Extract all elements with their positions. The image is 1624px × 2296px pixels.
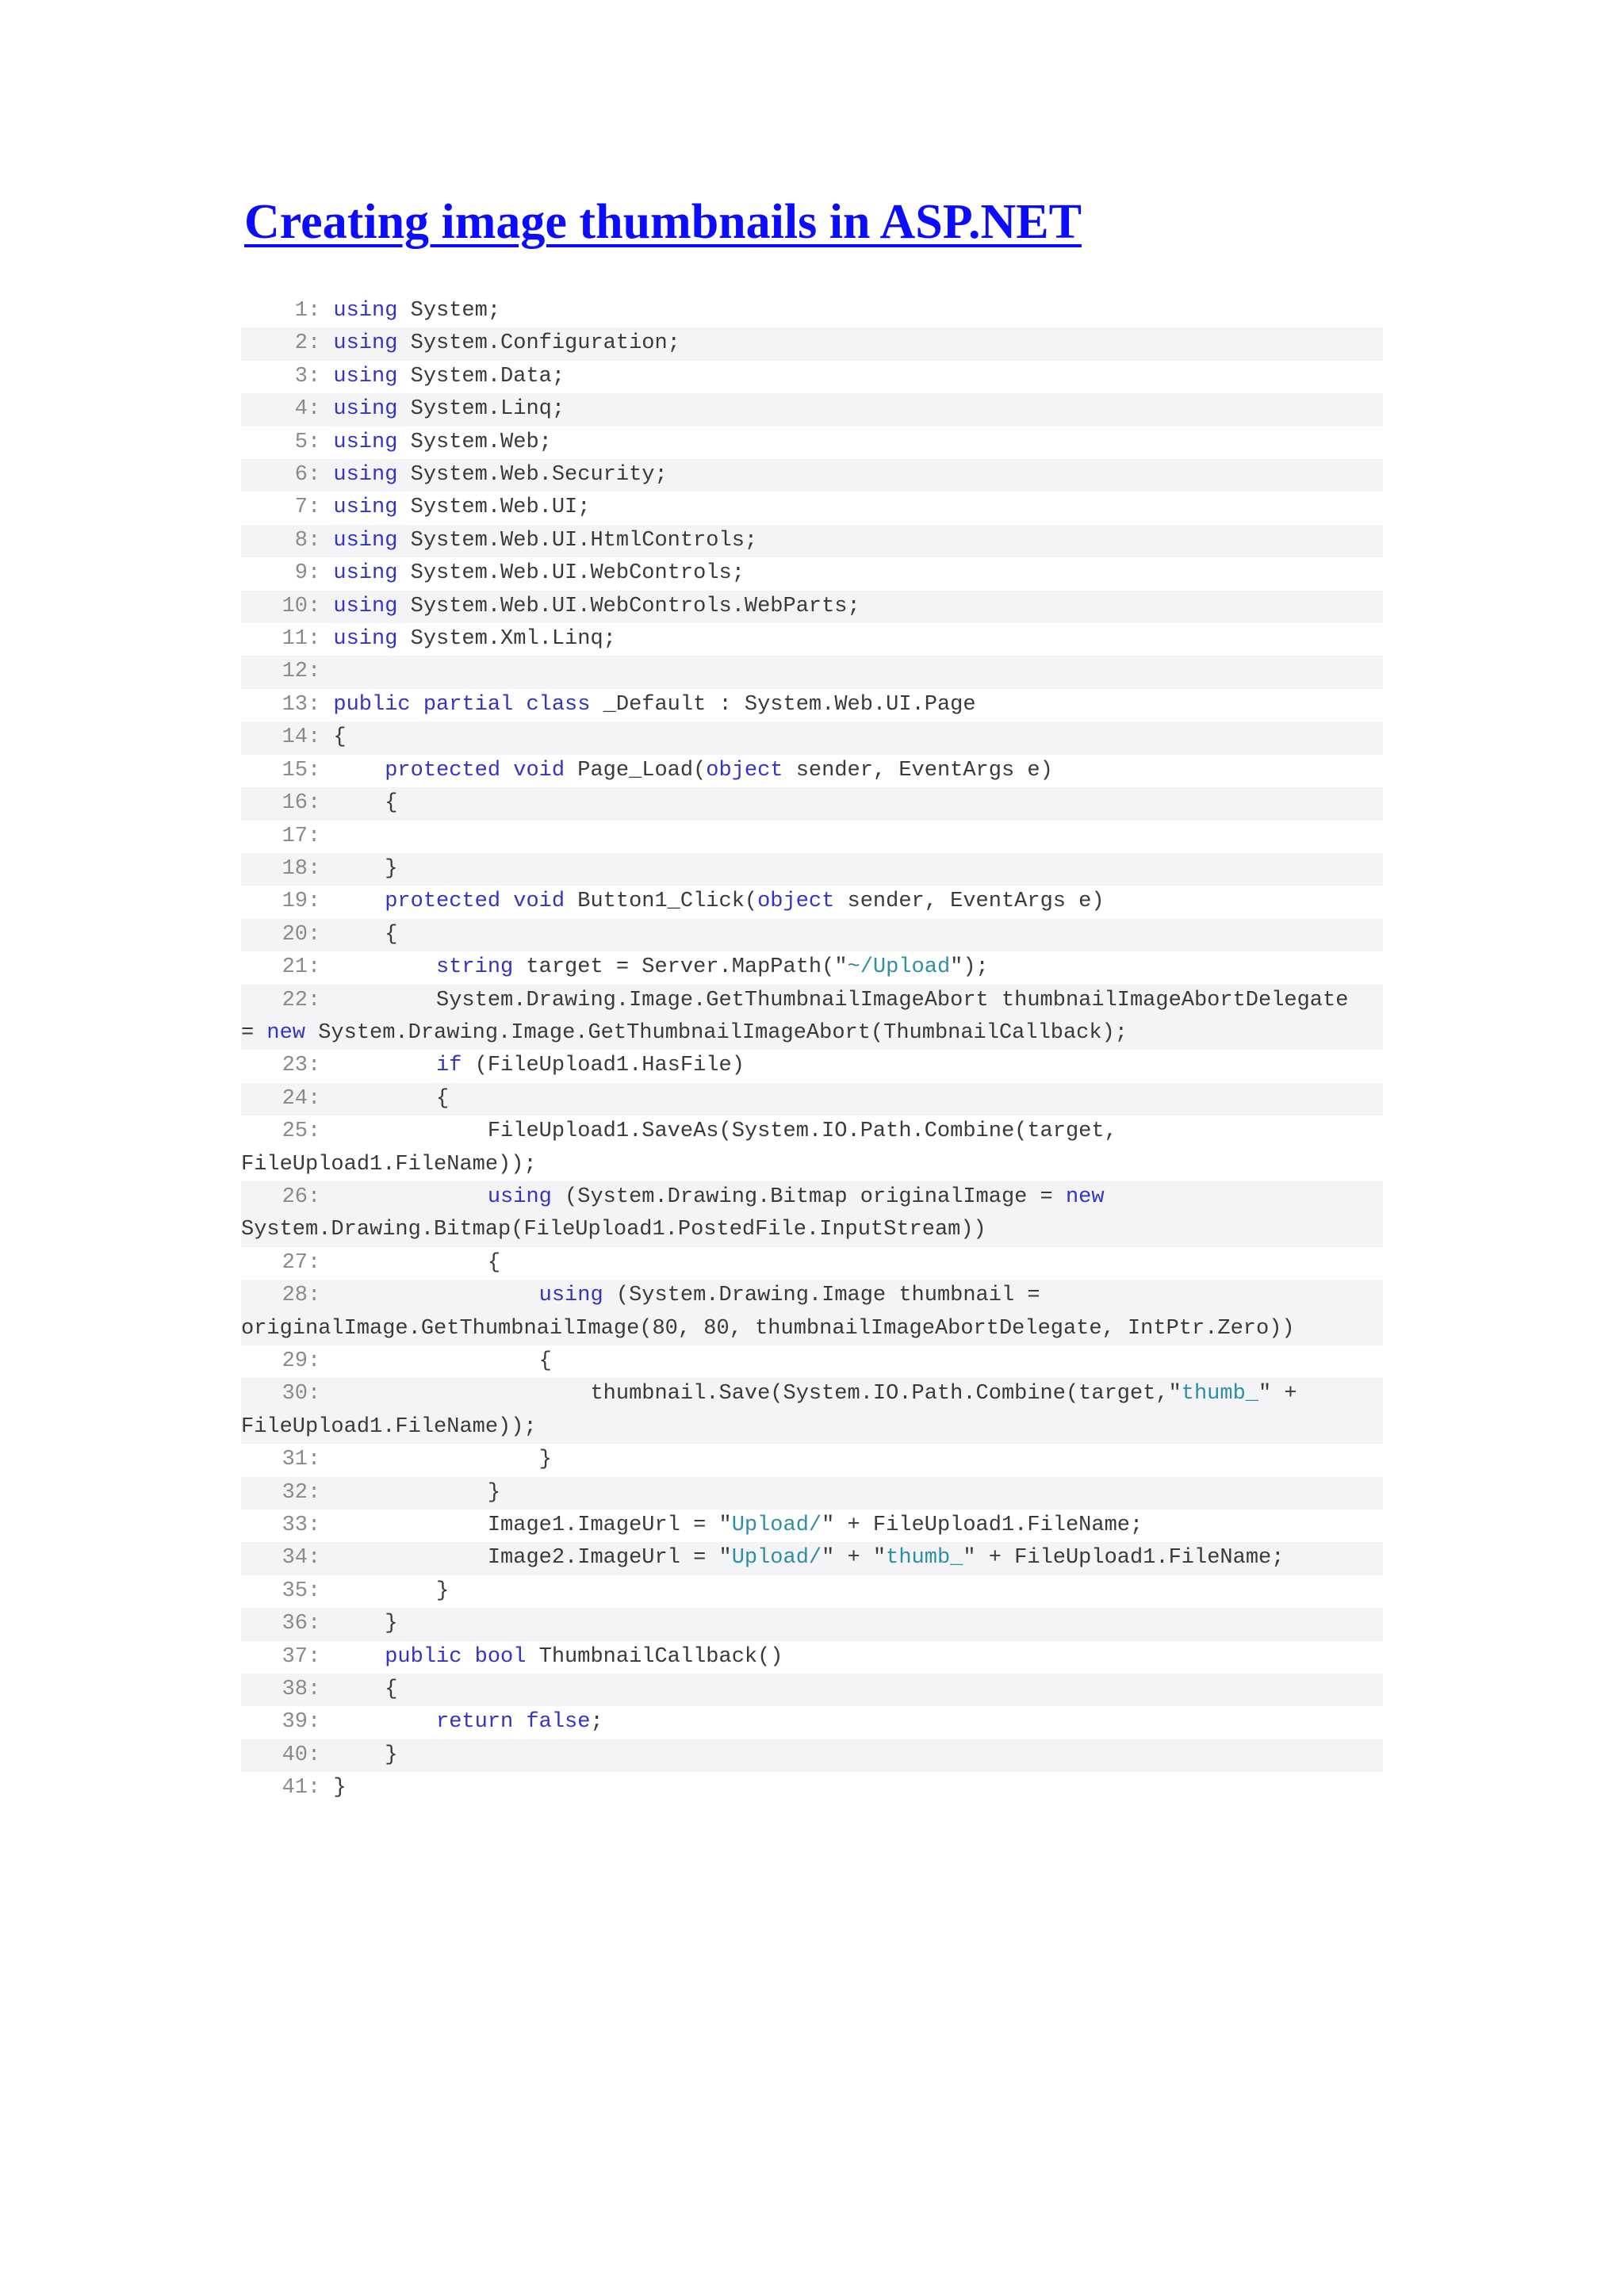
line-number-separator: : bbox=[308, 1119, 334, 1144]
code-keyword: using bbox=[333, 496, 398, 520]
code-line bbox=[241, 1674, 1383, 1706]
code-line bbox=[241, 361, 1383, 393]
code-string: Upload/ bbox=[731, 1513, 822, 1538]
code-line-continuation bbox=[241, 1317, 1295, 1341]
code-text: { bbox=[333, 922, 398, 947]
code-keyword: string bbox=[436, 955, 514, 980]
line-number-separator: : bbox=[308, 988, 334, 1012]
code-string: Upload/ bbox=[731, 1546, 822, 1571]
code-text: { bbox=[333, 725, 347, 750]
code-text bbox=[411, 693, 423, 717]
code-keyword: return bbox=[436, 1710, 514, 1735]
code-keyword: using bbox=[333, 299, 398, 323]
code-line bbox=[241, 295, 1383, 327]
code-text: originalImage.GetThumbnailImage(80, 80, thumbnailImageAbortDelegate, IntPtr.Zero)) bbox=[241, 1316, 1295, 1341]
line-number: 20 bbox=[282, 922, 308, 947]
code-text bbox=[513, 693, 526, 717]
code-text bbox=[333, 1284, 538, 1307]
code-text: { bbox=[333, 1678, 398, 1702]
code-keyword: new bbox=[266, 1020, 306, 1045]
line-number: 1 bbox=[294, 299, 308, 323]
line-number: 29 bbox=[282, 1349, 308, 1373]
code-text bbox=[462, 1645, 474, 1669]
line-number: 18 bbox=[282, 856, 308, 881]
line-number-separator: : bbox=[308, 1678, 334, 1702]
line-number: 16 bbox=[282, 791, 308, 816]
code-text: (System.Drawing.Image thumbnail = bbox=[603, 1284, 1040, 1308]
line-number-separator: : bbox=[308, 1284, 334, 1308]
code-keyword: using bbox=[333, 430, 398, 454]
code-text: sender, EventArgs e) bbox=[783, 758, 1053, 783]
code-text: "); bbox=[950, 955, 989, 980]
code-line bbox=[241, 919, 1383, 951]
line-number-separator: : bbox=[308, 1448, 334, 1472]
code-string: ~/Upload bbox=[847, 955, 951, 980]
line-number-separator: : bbox=[308, 1578, 334, 1603]
line-number-separator: : bbox=[308, 1612, 334, 1636]
code-keyword: using bbox=[333, 627, 398, 652]
line-number: 11 bbox=[282, 627, 308, 652]
code-text: } bbox=[333, 856, 398, 881]
code-text: System.Configuration; bbox=[397, 331, 680, 356]
code-line bbox=[241, 393, 1383, 426]
line-number: 38 bbox=[282, 1678, 308, 1702]
code-line-continuation bbox=[241, 1153, 537, 1177]
code-text: System.Web.UI.WebControls.WebParts; bbox=[397, 594, 860, 618]
code-keyword: using bbox=[538, 1284, 603, 1308]
line-number-separator: : bbox=[308, 1513, 334, 1538]
code-line bbox=[241, 591, 1383, 623]
line-number-separator: : bbox=[308, 1743, 334, 1767]
code-text: (FileUpload1.HasFile) bbox=[462, 1054, 745, 1078]
code-line bbox=[241, 1739, 1383, 1772]
code-line bbox=[241, 1247, 1383, 1280]
line-number: 13 bbox=[282, 692, 308, 717]
code-text: { bbox=[333, 1349, 552, 1373]
code-line bbox=[241, 1542, 1383, 1575]
code-text: thumbnail.Save(System.IO.Path.Combine(target," bbox=[333, 1382, 1182, 1406]
code-line bbox=[241, 755, 1383, 787]
code-line bbox=[241, 689, 1383, 721]
line-number: 30 bbox=[282, 1382, 308, 1406]
code-line bbox=[241, 327, 1383, 360]
code-listing bbox=[241, 295, 1383, 1805]
code-line bbox=[241, 656, 1383, 688]
code-text: System.Linq; bbox=[397, 397, 565, 422]
line-number-separator: : bbox=[308, 1644, 334, 1669]
line-number: 31 bbox=[282, 1448, 308, 1472]
code-keyword: bool bbox=[474, 1644, 527, 1669]
line-number-separator: : bbox=[308, 660, 334, 684]
line-number-separator: : bbox=[308, 594, 334, 618]
code-text: { bbox=[333, 1250, 501, 1275]
code-text: " + bbox=[1258, 1382, 1297, 1406]
code-keyword: using bbox=[487, 1184, 552, 1209]
line-number-separator: : bbox=[308, 364, 334, 388]
line-number: 12 bbox=[282, 660, 308, 684]
line-number-separator: : bbox=[308, 496, 334, 520]
code-text: " + FileUpload1.FileName; bbox=[963, 1546, 1285, 1571]
code-text bbox=[500, 890, 513, 913]
code-keyword: using bbox=[333, 364, 398, 388]
code-keyword: public bbox=[333, 692, 411, 717]
code-text: } bbox=[333, 1578, 450, 1603]
line-number: 37 bbox=[282, 1644, 308, 1669]
code-line bbox=[241, 1280, 1383, 1345]
line-number-separator: : bbox=[308, 725, 334, 750]
code-text: } bbox=[333, 1480, 501, 1505]
code-text: Button1_Click( bbox=[565, 890, 758, 914]
code-text: ThumbnailCallback() bbox=[526, 1644, 783, 1669]
line-number: 19 bbox=[282, 890, 308, 914]
code-keyword: using bbox=[333, 463, 398, 488]
line-number-separator: : bbox=[308, 397, 334, 422]
line-number: 10 bbox=[282, 594, 308, 618]
code-keyword: protected bbox=[385, 758, 501, 783]
code-text bbox=[333, 1710, 436, 1734]
line-number: 25 bbox=[282, 1119, 308, 1144]
code-text: } bbox=[333, 1776, 347, 1800]
code-line bbox=[241, 853, 1383, 886]
line-number-separator: : bbox=[308, 627, 334, 652]
code-line bbox=[241, 1115, 1383, 1181]
code-text: { bbox=[333, 1086, 450, 1111]
code-line bbox=[241, 427, 1383, 459]
code-text bbox=[333, 890, 385, 913]
code-text: FileUpload1.FileName)); bbox=[241, 1152, 537, 1177]
code-text: } bbox=[333, 1743, 398, 1767]
code-text: System.Web; bbox=[397, 430, 552, 454]
code-text: Image1.ImageUrl = " bbox=[333, 1513, 732, 1538]
line-number: 2 bbox=[294, 331, 308, 356]
code-keyword: object bbox=[706, 758, 783, 783]
code-keyword: using bbox=[333, 397, 398, 422]
code-text: { bbox=[333, 791, 398, 816]
line-number-separator: : bbox=[308, 1710, 334, 1735]
line-number: 39 bbox=[282, 1710, 308, 1735]
code-keyword: false bbox=[526, 1710, 591, 1735]
code-text: target = Server.MapPath(" bbox=[513, 955, 848, 980]
code-keyword: class bbox=[526, 692, 591, 717]
code-line bbox=[241, 1083, 1383, 1115]
line-number: 28 bbox=[282, 1284, 308, 1308]
code-line bbox=[241, 1444, 1383, 1476]
line-number: 8 bbox=[294, 528, 308, 553]
line-number-separator: : bbox=[308, 1184, 334, 1209]
line-number-separator: : bbox=[308, 955, 334, 980]
code-text: System; bbox=[397, 299, 501, 323]
line-number: 15 bbox=[282, 758, 308, 783]
code-line bbox=[241, 886, 1383, 918]
line-number-separator: : bbox=[308, 1776, 334, 1800]
code-line-continuation bbox=[241, 1021, 1128, 1045]
code-line bbox=[241, 557, 1383, 590]
code-text bbox=[333, 1645, 385, 1669]
code-keyword: new bbox=[1065, 1184, 1105, 1209]
code-text: System.Web.Security; bbox=[397, 463, 668, 488]
code-string: thumb_ bbox=[886, 1546, 963, 1571]
line-number: 4 bbox=[294, 397, 308, 422]
code-line bbox=[241, 623, 1383, 656]
line-number: 6 bbox=[294, 463, 308, 488]
code-keyword: public bbox=[385, 1644, 462, 1669]
code-text: System.Drawing.Image.GetThumbnailImageAbort(ThumbnailCallback); bbox=[305, 1020, 1128, 1045]
line-number: 34 bbox=[282, 1546, 308, 1571]
line-number: 35 bbox=[282, 1578, 308, 1603]
code-keyword: using bbox=[333, 331, 398, 356]
code-line bbox=[241, 1641, 1383, 1674]
code-keyword: using bbox=[333, 528, 398, 553]
line-number-separator: : bbox=[308, 824, 334, 848]
code-text bbox=[333, 759, 385, 783]
line-number-separator: : bbox=[308, 791, 334, 816]
code-keyword: using bbox=[333, 594, 398, 618]
code-keyword: if bbox=[436, 1054, 462, 1078]
code-text: ; bbox=[590, 1710, 603, 1735]
code-text: System.Drawing.Image.GetThumbnailImageAbort thumbnailImageAbortDelegate bbox=[333, 988, 1349, 1012]
code-text bbox=[333, 955, 436, 979]
code-line-continuation bbox=[241, 1415, 537, 1439]
code-text: System.Drawing.Bitmap(FileUpload1.PostedFile.InputStream)) bbox=[241, 1218, 986, 1242]
code-text: (System.Drawing.Bitmap originalImage = bbox=[551, 1184, 1066, 1209]
line-number: 17 bbox=[282, 824, 308, 848]
code-text bbox=[333, 1054, 436, 1077]
line-number-separator: : bbox=[308, 856, 334, 881]
line-number: 33 bbox=[282, 1513, 308, 1538]
code-line bbox=[241, 1345, 1383, 1378]
code-line bbox=[241, 1706, 1383, 1739]
line-number: 14 bbox=[282, 725, 308, 750]
code-text: System.Web.UI.WebControls; bbox=[397, 561, 745, 586]
code-line bbox=[241, 787, 1383, 820]
code-keyword: using bbox=[333, 561, 398, 586]
code-text: Page_Load( bbox=[565, 758, 707, 783]
code-string: thumb_ bbox=[1181, 1382, 1258, 1406]
code-text bbox=[333, 1185, 487, 1209]
page-title-link[interactable]: Creating image thumbnails in ASP.NET bbox=[244, 195, 1082, 249]
line-number: 22 bbox=[282, 988, 308, 1012]
code-line bbox=[241, 1510, 1383, 1542]
code-line bbox=[241, 951, 1383, 984]
code-line bbox=[241, 525, 1383, 557]
code-text: " + FileUpload1.FileName; bbox=[822, 1513, 1143, 1538]
code-text: sender, EventArgs e) bbox=[834, 890, 1105, 914]
code-text: } bbox=[333, 1448, 552, 1472]
code-text: System.Web.UI.HtmlControls; bbox=[397, 528, 758, 553]
line-number: 36 bbox=[282, 1612, 308, 1636]
code-text bbox=[513, 1710, 526, 1734]
code-line bbox=[241, 1181, 1383, 1247]
line-number: 26 bbox=[282, 1184, 308, 1209]
code-text: System.Xml.Linq; bbox=[397, 627, 616, 652]
code-text: Image2.ImageUrl = " bbox=[333, 1546, 732, 1571]
line-number-separator: : bbox=[308, 430, 334, 454]
line-number: 24 bbox=[282, 1086, 308, 1111]
line-number-separator: : bbox=[308, 1349, 334, 1373]
line-number-separator: : bbox=[308, 692, 334, 717]
line-number: 21 bbox=[282, 955, 308, 980]
line-number-separator: : bbox=[308, 758, 334, 783]
line-number-separator: : bbox=[308, 1086, 334, 1111]
line-number-separator: : bbox=[308, 922, 334, 947]
code-line bbox=[241, 821, 1383, 853]
code-line bbox=[241, 1608, 1383, 1640]
code-text: System.Web.UI; bbox=[397, 496, 591, 520]
code-keyword: protected bbox=[385, 890, 501, 914]
line-number-separator: : bbox=[308, 1054, 334, 1078]
line-number: 27 bbox=[282, 1250, 308, 1275]
line-number-separator: : bbox=[308, 1250, 334, 1275]
code-line-continuation bbox=[241, 1218, 986, 1242]
code-line bbox=[241, 1772, 1383, 1804]
code-line bbox=[241, 721, 1383, 754]
code-text: System.Data; bbox=[397, 364, 565, 388]
line-number-separator: : bbox=[308, 299, 334, 323]
line-number-separator: : bbox=[308, 561, 334, 586]
code-line bbox=[241, 1050, 1383, 1082]
code-line bbox=[241, 1575, 1383, 1608]
code-text: = bbox=[241, 1020, 267, 1045]
code-text: FileUpload1.SaveAs(System.IO.Path.Combine(target, bbox=[333, 1119, 1117, 1144]
code-keyword: object bbox=[757, 890, 835, 914]
line-number: 5 bbox=[294, 430, 308, 454]
line-number-separator: : bbox=[308, 890, 334, 914]
code-text: } bbox=[333, 1612, 398, 1636]
line-number: 3 bbox=[294, 364, 308, 388]
code-keyword: partial bbox=[423, 692, 514, 717]
code-text: FileUpload1.FileName)); bbox=[241, 1414, 537, 1439]
code-keyword: void bbox=[513, 758, 565, 783]
line-number: 40 bbox=[282, 1743, 308, 1767]
code-line bbox=[241, 1477, 1383, 1510]
line-number-separator: : bbox=[308, 1480, 334, 1505]
code-keyword: void bbox=[513, 890, 565, 914]
code-line bbox=[241, 985, 1383, 1050]
line-number: 32 bbox=[282, 1480, 308, 1505]
line-number-separator: : bbox=[308, 463, 334, 488]
line-number: 41 bbox=[282, 1776, 308, 1800]
code-text: _Default : System.Web.UI.Page bbox=[590, 692, 976, 717]
line-number-separator: : bbox=[308, 528, 334, 553]
line-number: 23 bbox=[282, 1054, 308, 1078]
code-line bbox=[241, 1378, 1383, 1444]
line-number: 9 bbox=[294, 561, 308, 586]
line-number-separator: : bbox=[308, 1546, 334, 1571]
line-number: 7 bbox=[294, 496, 308, 520]
code-line bbox=[241, 459, 1383, 492]
code-line bbox=[241, 492, 1383, 524]
line-number-separator: : bbox=[308, 1382, 334, 1406]
code-text bbox=[500, 759, 513, 783]
line-number-separator: : bbox=[308, 331, 334, 356]
code-text: " + " bbox=[822, 1546, 887, 1571]
